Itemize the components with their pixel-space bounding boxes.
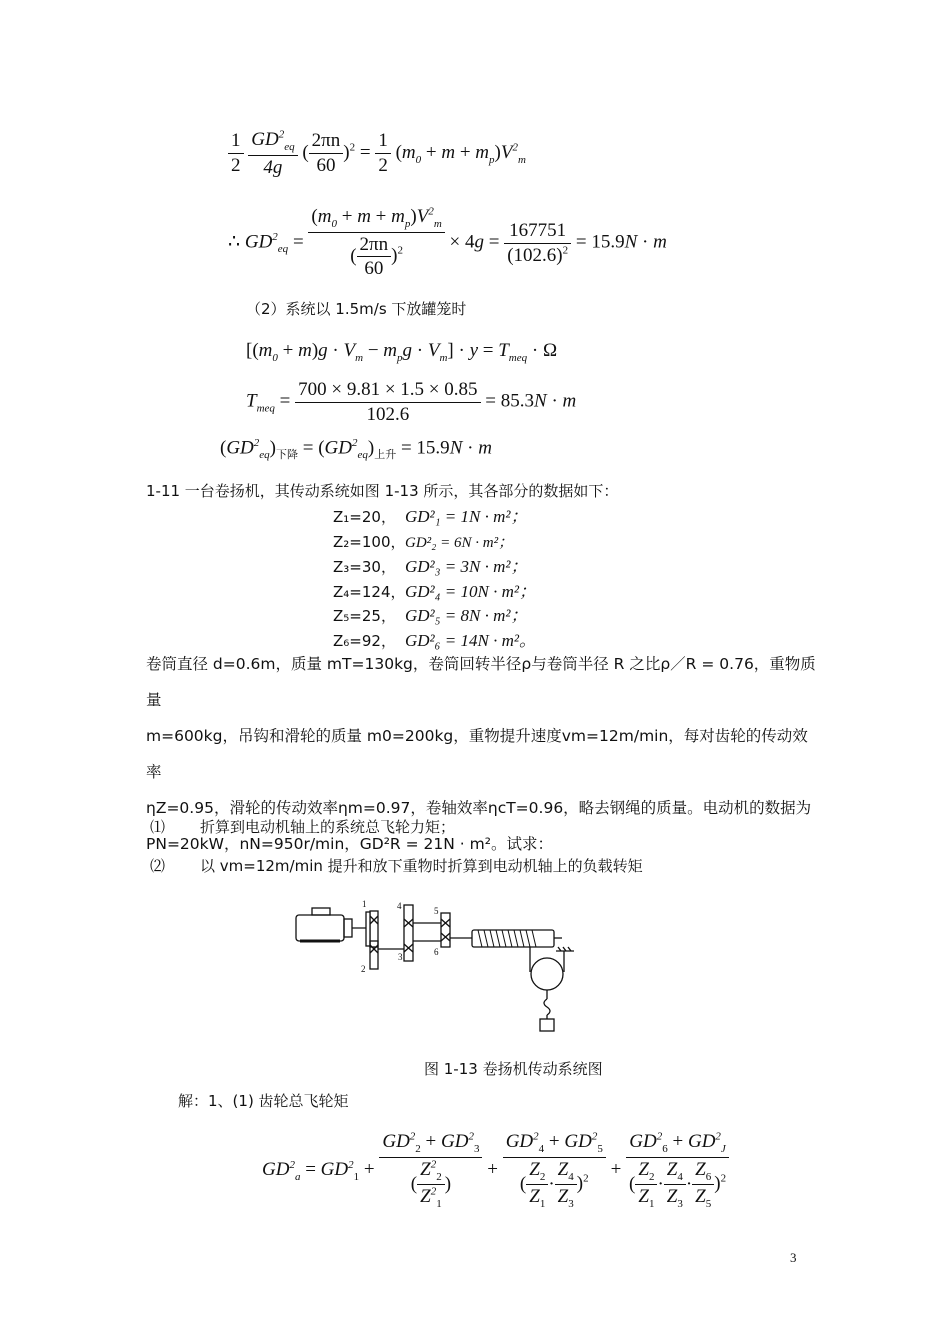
solution-heading: 解：1、(1) 齿轮总飞轮矩 <box>178 1092 349 1110</box>
problem-line: 卷筒直径 d=0.6m，质量 mT=130kg，卷筒回转半径ρ与卷筒半径 R 之比ρ／R = 0.76，重物质量 <box>146 655 816 709</box>
equation-gd-eq: ∴ $GD^2_{eq}$ = $(m_0 + m + m_p)V^2_m$ ( $\frac{2\pi n}{60}$ )$^2$ × 4g = $\frac{167751}{(102.6)^2}$ = 15.9N · m <box>228 205 667 280</box>
problem-intro: 1-11 一台卷扬机，其传动系统如图 1-13 所示，其各部分的数据如下： <box>146 482 619 500</box>
figure-label: 6 <box>434 947 439 957</box>
gear-row: Z₆=92， GD²₆ = 14N · m²。 <box>333 630 536 650</box>
gear-data-list <box>333 505 536 653</box>
motor-body <box>296 915 344 941</box>
gear-row: Z₂=100，GD²₂ = 6N · m²； <box>333 532 514 551</box>
figure-label: 4 <box>397 901 402 911</box>
hoist-transmission-diagram <box>286 897 576 1037</box>
gear-row: Z₁=20， GD²₁ = 1N · m²； <box>333 507 528 526</box>
motor-flange <box>344 919 352 937</box>
equation-power-balance: $[(m_0 + m)g \cdot V_m - m_pg \cdot V_m] \cdot y = T_{meq} \cdot \Omega$ <box>246 340 558 364</box>
figure-label: 1 <box>362 899 367 909</box>
figure-caption: 图 1-13 卷扬机传动系统图 <box>424 1060 603 1078</box>
hook <box>544 999 550 1015</box>
load-weight <box>540 1019 554 1031</box>
problem-line: m=600kg，吊钩和滑轮的质量 m0=200kg，重物提升速度vm=12m/min，每对齿轮的传动效率 <box>146 727 808 781</box>
figure-label: 2 <box>361 964 366 974</box>
figure-label: 5 <box>434 906 439 916</box>
equation-tmeq: $T_{meq}$ = $\frac{700 \times 9.81 \times 1.5 \times 0.85}{102.6}$ = 85.3N · m <box>246 379 577 425</box>
question-2: ⑵ 以 vm=12m/min 提升和放下重物时折算到电动机轴上的负载转矩 <box>150 857 643 875</box>
page-number: 3 <box>790 1250 797 1265</box>
equation-gd-total: $GD^2_a = GD^2_1$ + $GD^2_2 + GD^2_3$ ( $\frac{Z^2_2}{Z^2_1}$ ) + $GD^2_4 + GD^2_5$ ( $\frac{Z_2}{Z_1}$ · $\frac{Z_4}{Z_3}$ )$^2$ + $GD^2_6 + GD^2_J$ ( $\frac{Z_2}{Z_1}$ · $\frac{Z_4}{Z_3}$ · $\frac{Z_6}{Z_5}$ )$^2$ <box>262 1130 729 1212</box>
problem-line: ηZ=0.95，滑轮的传动效率ηm=0.97，卷轴效率ηcT=0.96，略去钢绳的质量。电动机的数据为 <box>146 799 812 817</box>
problem-line: PN=20kW，nN=950r/min，GD²R = 21N · m²。试求： <box>146 835 553 853</box>
part-2-heading: （2）系统以 1.5m/s 下放罐笼时 <box>246 300 467 318</box>
pulley <box>531 958 563 990</box>
figure-label: 3 <box>398 952 403 962</box>
question-1: ⑴ 折算到电动机轴上的系统总飞轮力矩； <box>150 818 456 836</box>
gear-2 <box>370 941 378 969</box>
equation-kinetic-energy: $\frac{1}{2}$ $\frac{GD^2_{eq}}{4g}$ ( $\frac{2\pi n}{60}$ )$^2$ = $\frac{1}{2}$ $(m_0 + m + m_p)V^2_m$ <box>228 128 526 179</box>
gear-row: Z₄=124，GD²₄ = 10N · m²； <box>333 581 536 601</box>
gear-5-6 <box>441 913 450 947</box>
gear-row: Z₅=25， GD²₅ = 8N · m²； <box>333 606 528 625</box>
motor-terminal <box>312 908 330 915</box>
gear-row: Z₃=30， GD²₃ = 3N · m²； <box>333 557 528 576</box>
equation-gd-compare: $(GD^2_{eq})_{下降} = (GD^2_{eq})_{上升} = 15.9N \cdot m$ <box>220 437 492 462</box>
gear-4 <box>404 905 413 961</box>
